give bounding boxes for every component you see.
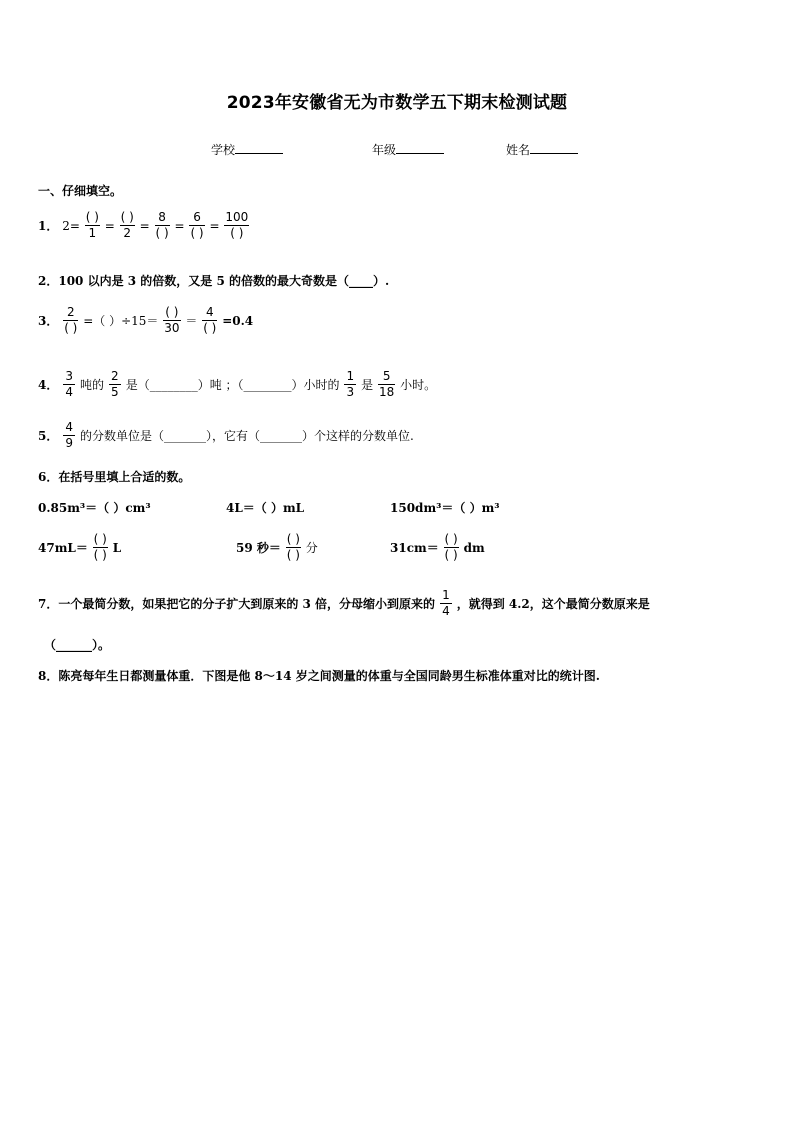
q4-fraction-4 [378,369,395,400]
denominator: 9 [65,436,73,450]
q6-blank-fraction[interactable] [286,532,301,563]
q1-fraction-4 [189,210,204,241]
q5-fraction-1 [63,420,75,451]
q5-text: 的分数单位是（_______），它有（_______）个这样的分数单位. [80,429,414,443]
q4-fraction-3 [344,369,356,400]
numerator: ( ) [93,532,107,546]
numerator: ( ) [120,210,134,224]
q6-item-4-text: 47mL＝ [38,541,88,555]
q4-text-3: 是 [361,378,374,392]
denominator: 2 [123,226,132,240]
q3-fraction-1 [63,305,78,336]
q1-lead: 2= [62,218,80,233]
denominator: ( ) [286,548,300,562]
q1-fraction-1 [85,210,100,241]
numerator: 100 [225,210,249,224]
numerator: 4 [65,420,73,434]
q6-blank-fraction[interactable] [93,532,108,563]
school-field [211,141,283,158]
q4-text-2: 是（________）吨 ；（________）小时的 [125,378,340,392]
q7-text-2: ，就得到 4.2，这个最简分数原来是 [456,597,650,611]
question-8: 8．陈亮每年生日都测量体重．下图是他 8～14 岁之间测量的体重与全国同龄男生标准体重对比的统计图. [38,669,600,683]
grade-blank[interactable] [396,141,444,154]
q1-fraction-5 [224,210,249,241]
numerator: 5 [382,369,391,383]
q4-text-1: 吨的 [80,378,105,392]
numerator: 1 [442,588,450,602]
numerator: ( ) [444,532,458,546]
unit-label: L [112,540,122,555]
numerator: ( ) [165,305,179,319]
q6-item-6 [390,532,485,563]
numerator: 2 [66,305,75,319]
q4-fraction-2 [109,369,121,400]
q6-item-4 [38,532,121,563]
question-5 [38,420,414,451]
q7-answer-blank: （______）。 [44,638,111,652]
denominator: 30 [164,321,180,335]
question-number: 5． [38,429,59,443]
denominator: 4 [65,385,73,399]
question-2: 2．100 以内是 3 的倍数，又是 5 的倍数的最大奇数是（____）. [38,274,390,288]
equals-sign: ＝ [185,314,198,328]
equals-sign: = [104,218,115,233]
denominator: ( ) [444,548,458,562]
denominator: 5 [111,385,119,399]
q7-text-1: 7．一个最简分数，如果把它的分子扩大到原来的 3 倍，分母缩小到原来的 [38,597,436,611]
q3-fraction-2 [163,305,180,336]
q6-item-5-text: 59 秒＝ [236,541,281,555]
q4-text-4: 小时。 [400,378,437,392]
section-heading: 一、仔细填空。 [38,184,123,198]
denominator: ( ) [230,226,244,240]
grade-label: 年级 [372,143,397,157]
denominator: ( ) [93,548,107,562]
school-label: 学校 [211,143,236,157]
denominator: 4 [442,604,450,618]
denominator: ( ) [203,321,217,335]
numerator: ( ) [85,210,99,224]
equals-sign: = [174,218,185,233]
name-blank[interactable] [530,141,578,154]
q6-item-1: 0.85m³＝（ ）cm³ [38,501,151,515]
question-7 [38,588,650,619]
question-4 [38,369,436,400]
q3-middle-text: =（ ）÷15＝ [83,314,159,328]
denominator: ( ) [190,226,204,240]
question-1 [38,210,250,241]
denominator: 3 [346,385,355,399]
q3-tail-text: =0.4 [222,313,254,328]
numerator: ( ) [286,532,300,546]
numerator: 8 [158,210,166,224]
school-blank[interactable] [235,141,283,154]
numerator: 2 [111,369,119,383]
numerator: 6 [193,210,201,224]
page-title: 2023年安徽省无为市数学五下期末检测试题 [226,93,568,113]
question-number: 3． [38,314,59,328]
q6-blank-fraction[interactable] [444,532,459,563]
unit-label: dm [463,540,485,555]
denominator: ( ) [64,321,78,335]
equals-sign: = [139,218,150,233]
q7-fraction-1 [440,588,452,619]
q1-fraction-3 [155,210,170,241]
q6-item-2: 4L＝（ ）mL [226,501,305,515]
name-field [506,141,578,158]
name-label: 姓名 [506,143,531,157]
equals-sign: = [209,218,220,233]
denominator: 1 [88,226,97,240]
denominator: 18 [379,385,395,399]
numerator: 4 [205,305,214,319]
q1-fraction-2 [120,210,135,241]
numerator: 1 [346,369,355,383]
question-number: 1． [38,219,59,233]
question-number: 4． [38,378,59,392]
question-6: 6．在括号里填上合适的数。 [38,470,191,484]
q6-item-3: 150dm³＝（ ）m³ [390,501,500,515]
q6-item-6-text: 31cm＝ [390,541,439,555]
q3-fraction-3 [202,305,217,336]
q4-fraction-1 [63,369,75,400]
numerator: 3 [65,369,73,383]
question-3 [38,305,253,336]
q6-item-5 [236,532,318,563]
unit-label: 分 [305,541,318,555]
denominator: ( ) [155,226,169,240]
grade-field [372,141,444,158]
